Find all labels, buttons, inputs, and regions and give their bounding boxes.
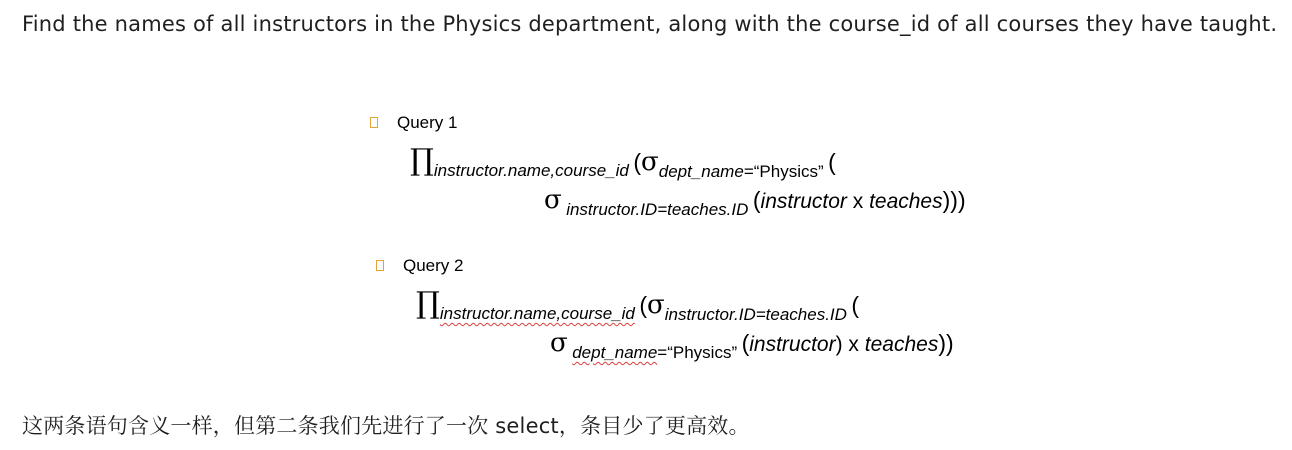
relation-teaches: teaches	[864, 333, 939, 356]
query-2-title-row	[376, 256, 463, 276]
close-parens: ))	[938, 330, 954, 356]
selection-symbol: σ	[640, 147, 659, 177]
join-condition: instructor.ID=teaches.ID	[566, 200, 749, 219]
open-paren: (	[828, 149, 836, 175]
join-condition: instructor.ID=teaches.ID	[664, 305, 847, 324]
query-2-line-2	[550, 328, 954, 362]
selection-condition-attr: dept_name	[658, 162, 744, 181]
query-1-line-1	[410, 143, 836, 181]
selection-symbol: σ	[550, 328, 568, 358]
relation-instructor: instructor	[749, 333, 836, 356]
open-paren: (	[639, 292, 647, 318]
projection-symbol: ∏	[410, 143, 434, 178]
open-paren: (	[633, 149, 641, 175]
bullet-square-icon	[376, 260, 384, 271]
problem-statement: Find the names of all instructors in the Physics department, along with the course_id of all courses they have taught.	[22, 12, 1278, 36]
selection-condition-attr: dept_name	[572, 343, 658, 362]
close-parens: )))	[942, 187, 966, 213]
selection-symbol: σ	[646, 290, 665, 320]
open-paren: (	[752, 187, 761, 213]
selection-condition-value: =“Physics”	[657, 343, 738, 362]
query-2-line-1	[416, 286, 860, 324]
query-2-title: Query 2	[403, 256, 464, 275]
selection-symbol: σ	[544, 185, 562, 215]
query-1-title-row	[370, 113, 457, 133]
selection-condition-value: =“Physics”	[743, 162, 824, 181]
projection-symbol: ∏	[416, 286, 440, 321]
projection-attributes: instructor.name,course_id	[439, 304, 635, 323]
open-paren: (	[741, 330, 750, 356]
cross-product-operator: x	[846, 190, 870, 213]
relation-teaches: teaches	[869, 190, 943, 213]
open-paren: (	[851, 292, 860, 318]
cross-product-operator: ) x	[835, 333, 865, 356]
conclusion-text: 这两条语句含义一样，但第二条我们先进行了一次 select，条目少了更高效。	[22, 414, 750, 438]
projection-attributes: instructor.name,course_id	[433, 161, 629, 180]
relation-instructor: instructor	[760, 190, 847, 213]
query-1-line-2	[544, 185, 966, 219]
bullet-square-icon	[370, 117, 378, 128]
query-1-title: Query 1	[397, 113, 458, 132]
